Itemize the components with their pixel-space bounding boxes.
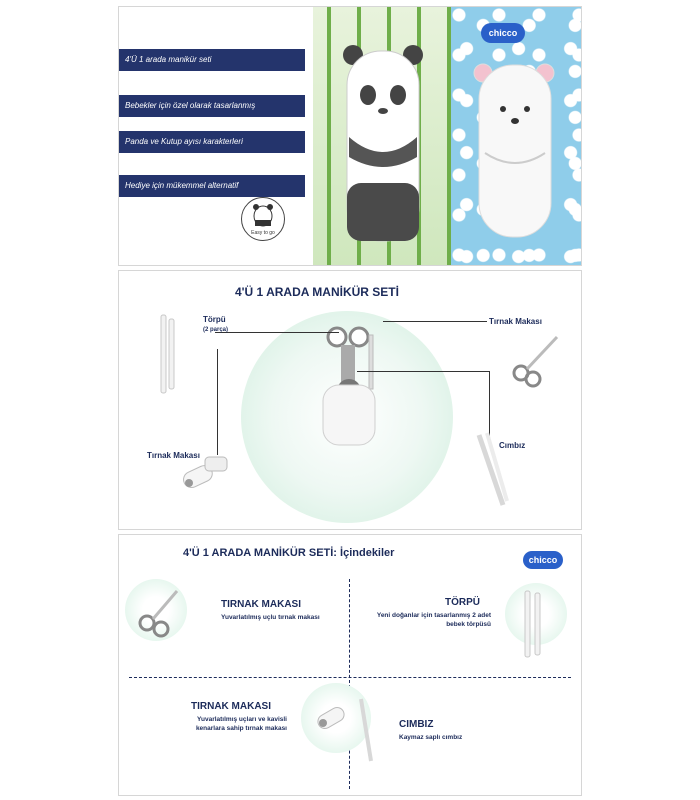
nail-scissors-image — [507, 329, 567, 389]
divider-horizontal — [129, 677, 571, 678]
divider-vertical — [349, 579, 350, 789]
feature-3: Panda ve Kutup ayısı karakterleri — [119, 131, 305, 153]
label-tweezers: Cımbız — [499, 441, 526, 450]
label-torpu-sub: (2 parça) — [203, 327, 229, 333]
item-4-desc: Kaymaz saplı cımbız — [399, 734, 463, 741]
item-4-tweezers-icon — [357, 695, 377, 765]
leader-line-scissors-right — [383, 321, 487, 322]
item-2-desc: Yeni doğanlar için tasarlanmış 2 adet bebek törpüsü — [376, 612, 491, 628]
nail-clipper-image — [177, 451, 237, 507]
chicco-logo: chicco — [481, 23, 525, 43]
panda-case-image — [313, 7, 451, 265]
item-3-heading: TIRNAK MAKASI — [191, 701, 271, 712]
contents-title: 4'Ü 1 ARADA MANİKÜR SETİ: İçindekiler — [183, 547, 395, 559]
panda-seal-icon — [242, 198, 284, 228]
nail-file-image — [155, 309, 181, 399]
item-1-heading: TIRNAK MAKASI — [221, 599, 301, 610]
feature-4: Hediye için mükemmel alternatif — [119, 175, 305, 197]
item-3-clipper-icon — [311, 695, 361, 745]
parts-diagram — [118, 270, 582, 530]
item-2-file-icon — [519, 587, 553, 663]
easy-to-go-seal — [241, 197, 285, 241]
label-nail-scissors-right: Tırnak Makası — [489, 317, 542, 326]
leader-line-torpu — [215, 332, 339, 333]
leader-line-tweezers-v — [489, 371, 490, 439]
label-torpu: Törpü — [203, 315, 226, 324]
chicco-logo-small: chicco — [523, 551, 563, 569]
tweezers-image — [473, 431, 513, 511]
item-4-heading: CIMBIZ — [399, 719, 434, 730]
diagram-title: 4'Ü 1 ARADA MANİKÜR SETİ — [235, 285, 399, 299]
polar-bear-case-image — [451, 7, 581, 265]
feature-2: Bebekler için özel olarak tasarlanmış — [119, 95, 305, 117]
item-3-desc: Yuvarlatılmış uçları ve kavisli kenarlara sahip tırnak makası — [195, 716, 287, 732]
leader-line-clipper-v — [217, 349, 218, 455]
contents-panel — [118, 534, 582, 796]
item-1-desc: Yuvarlatılmış uçlu tırnak makası — [221, 614, 320, 621]
seal-text: Easy to go — [251, 230, 275, 236]
manicure-case-image — [309, 315, 399, 455]
feature-1: 4'Ü 1 arada manikür seti — [119, 49, 305, 71]
leader-line-tweezers-h — [357, 371, 489, 372]
label-nail-clipper-left: Tırnak Makası — [147, 451, 200, 460]
item-1-scissors-icon — [135, 585, 183, 639]
item-2-heading: TÖRPÜ — [445, 597, 480, 608]
product-banner — [118, 6, 582, 266]
